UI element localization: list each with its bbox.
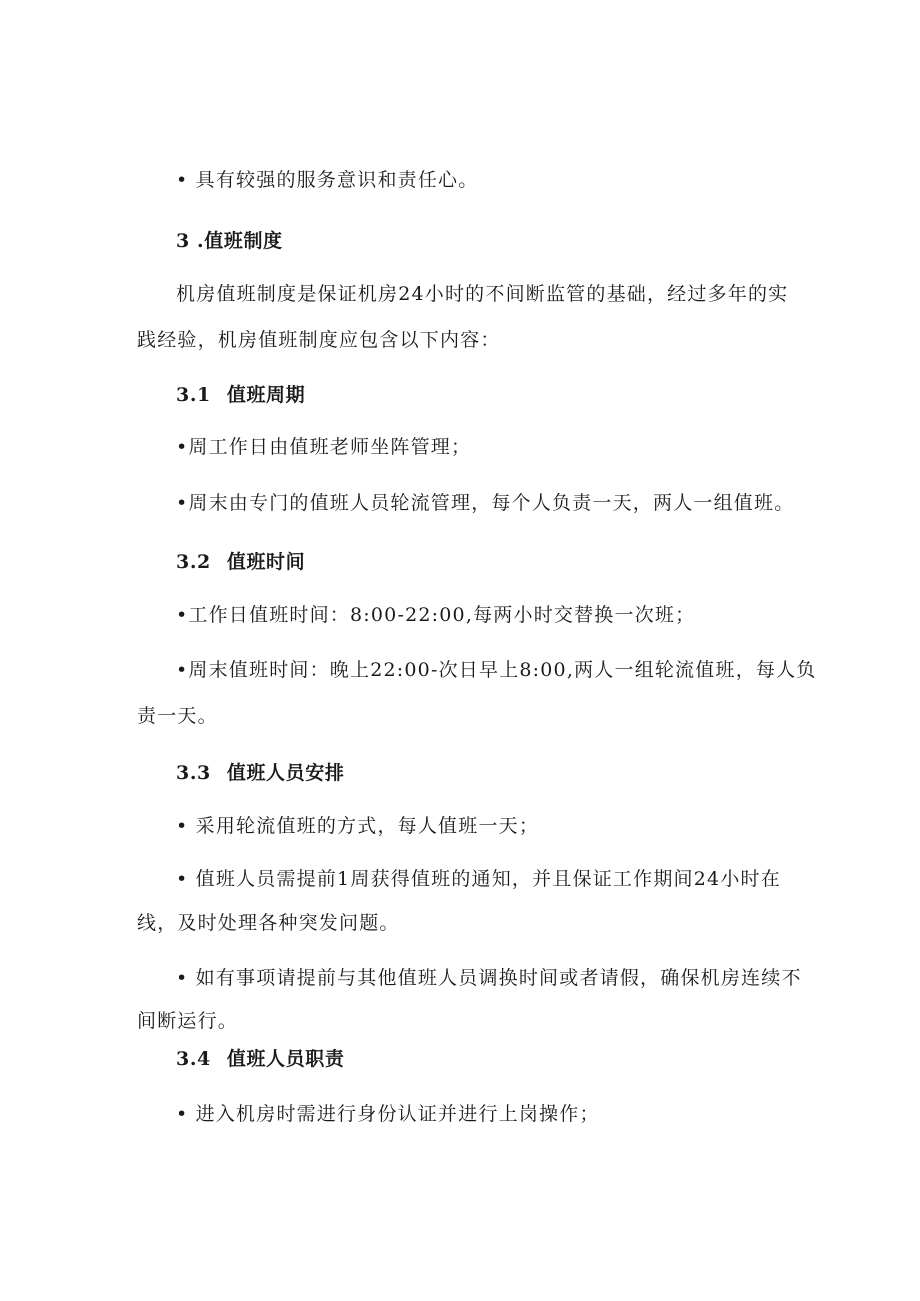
section-3-1-number: 3.1 [176, 384, 211, 406]
section-3-2-title: 值班时间 [226, 551, 306, 573]
section-3-2-heading [176, 549, 305, 575]
section-3-3-number: 3.3 [176, 762, 211, 784]
section-3-3-item-3-line-1: • 如有事项请提前与其他值班人员调换时间或者请假，确保机房连续不 [176, 967, 802, 989]
section-3-3-item-3-line-2: 间断运行。 [137, 1010, 239, 1032]
section-3-1-item-2: •周末由专门的值班人员轮流管理，每个人负责一天，两人一组值班。 [176, 492, 795, 514]
section-3-4-item-1: • 进入机房时需进行身份认证并进行上岗操作； [176, 1103, 600, 1125]
section-3-2-item-1: •工作日值班时间：8:00-22:00,每两小时交替换一次班； [176, 604, 696, 626]
section-3-1-title: 值班周期 [226, 384, 306, 406]
bullet-service-awareness: • 具有较强的服务意识和责任心。 [176, 169, 479, 191]
section-3-2-number: 3.2 [176, 551, 211, 573]
section-3-4-number: 3.4 [176, 1048, 211, 1070]
section-3-3-item-2-line-2: 线，及时处理各种突发问题。 [137, 912, 400, 934]
intro-paragraph-line-2: 践经验，机房值班制度应包含以下内容： [137, 329, 501, 351]
intro-paragraph-line-1: 机房值班制度是保证机房24小时的不间断监管的基础，经过多年的实 [176, 283, 789, 305]
section-3-3-item-1: • 采用轮流值班的方式，每人值班一天； [176, 815, 540, 837]
section-3-2-item-2-line-2: 责一天。 [137, 705, 218, 727]
section-3-3-title: 值班人员安排 [226, 762, 345, 784]
section-3-2-item-2-line-1: •周末值班时间：晚上22:00-次日早上8:00,两人一组轮流值班，每人负 [176, 659, 817, 681]
section-3-title: 3 .值班制度 [176, 230, 283, 252]
section-3-4-heading [176, 1046, 344, 1072]
section-3-4-title: 值班人员职责 [226, 1048, 345, 1070]
section-3-1-item-1: •周工作日由值班老师坐阵管理； [176, 436, 472, 458]
section-3-3-item-2-line-1: • 值班人员需提前1周获得值班的通知，并且保证工作期间24小时在 [176, 868, 781, 890]
section-3-1-heading [176, 382, 305, 408]
section-3-3-heading [176, 760, 344, 786]
